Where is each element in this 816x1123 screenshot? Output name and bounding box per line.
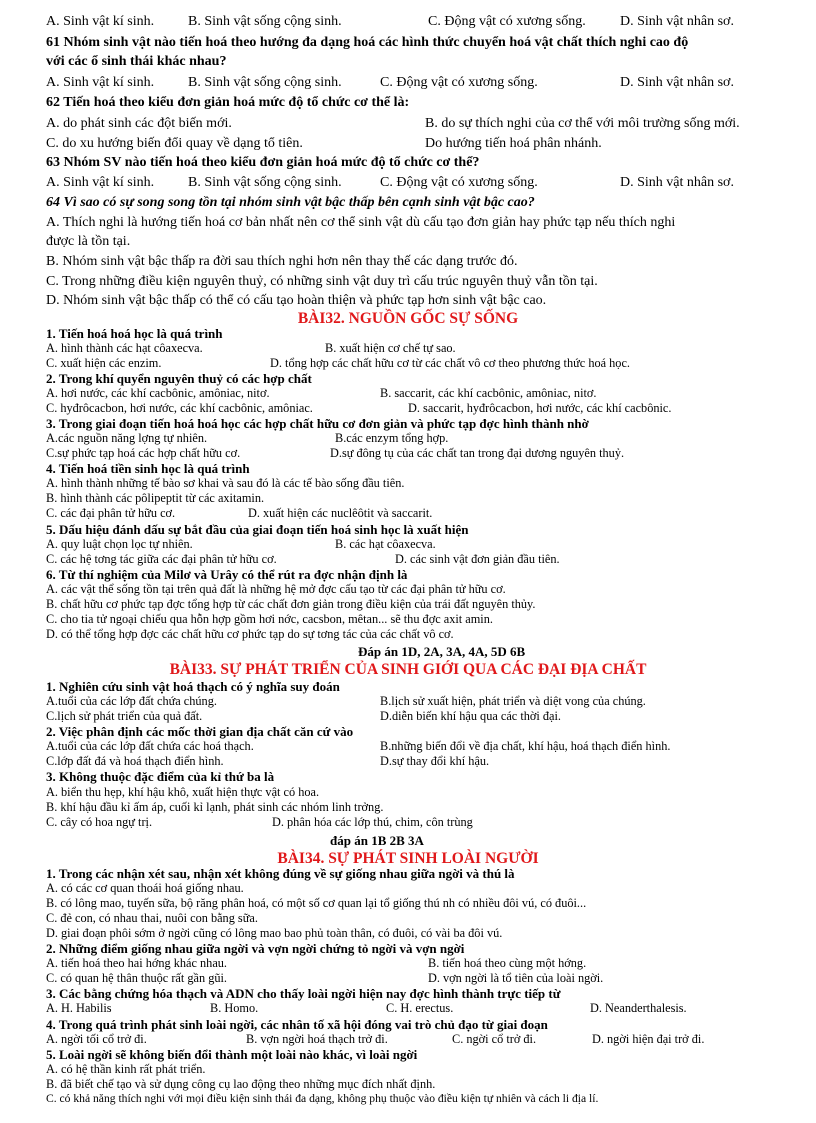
option-b: B. các hạt côaxecva. xyxy=(335,537,436,551)
option-b: B.những biến đổi về địa chất, khí hậu, hoá thạch điển hình. xyxy=(380,739,671,753)
option-c: C.lớp đất đá và hoá thạch điển hình. xyxy=(46,754,224,768)
option-d: D.diễn biến khí hậu qua các thời đại. xyxy=(380,709,561,723)
option-a: A. do phát sinh các đột biến mới. xyxy=(46,116,232,131)
option-a: A. biển thu hẹp, khí hậu khô, xuất hiện thực vật có hoa. xyxy=(46,785,320,799)
option-d: D. phân hóa các lớp thú, chim, côn trùng xyxy=(272,815,473,829)
option-a: A. hơi nước, các khí cacbônic, amôniac, nitơ. xyxy=(46,386,270,400)
option-a: A. Sinh vật kí sinh. xyxy=(46,75,155,90)
option-a: A.các nguồn năng lợng tự nhiên. xyxy=(46,431,208,445)
question-62: 62 Tiến hoá theo kiểu đơn giản hoá mức độ tổ chức cơ thể là: xyxy=(46,95,410,110)
option-b: B. hình thành các pôlipeptit từ các axitamin. xyxy=(46,491,265,505)
option-b: B. saccarit, các khí cacbônic, amôniac, nitơ. xyxy=(380,386,597,400)
option-a: A. có các cơ quan thoái hoá giống nhau. xyxy=(46,881,244,895)
question-61: 61 Nhóm sinh vật nào tiến hoá theo hướng đa dạng hoá các hình thức chuyển hoá vật chất thích nghi cao độ xyxy=(46,35,689,50)
option-a: A.tuổi của các lớp đất chứa các hoá thạch. xyxy=(46,739,254,753)
option-a: A. Thích nghi là hướng tiến hoá cơ bản nhất nên cơ thể sinh vật dù cấu tạo đơn giản hay phức tạp nếu thích nghi xyxy=(46,215,676,230)
option-b: B. tiến hoá theo cùng một hớng. xyxy=(428,956,587,970)
option-c: C. cho tia tử ngoại chiếu qua hỗn hợp gồm hơi nớc, cacsbon, mêtan... sẽ thu đợc axit amin. xyxy=(46,612,493,626)
question-1: 1. Tiến hoá hoá học là quá trình xyxy=(46,326,223,341)
question-3: 3. Các bằng chứng hóa thạch và ADN cho thấy loài ngời hiện nay đợc hình thành trực tiếp từ xyxy=(46,986,561,1001)
option-c: C. Động vật có xương sống. xyxy=(380,175,538,190)
option-a: A. ngời tối cổ trở đi. xyxy=(46,1032,147,1046)
option-b: B. khí hậu đầu kỉ ấm áp, cuối kỉ lạnh, phát sinh các nhóm linh trởng. xyxy=(46,800,384,814)
option-a: A. có hệ thần kinh rất phát triển. xyxy=(46,1062,206,1076)
option-a: A. Sinh vật kí sinh. xyxy=(46,14,155,29)
question-1: 1. Nghiên cứu sinh vật hoá thạch có ý nghĩa suy đoán xyxy=(46,679,340,694)
option-d: D. vợn ngời là tổ tiên của loài ngời. xyxy=(428,971,604,985)
option-b: B.các enzym tổng hợp. xyxy=(335,431,449,445)
option-b: B. Sinh vật sống cộng sinh. xyxy=(188,75,342,90)
option-b: B. đã biết chế tạo và sử dụng công cụ lao động theo những mục đích nhất định. xyxy=(46,1077,436,1091)
question-3: 3. Không thuộc đặc điểm của kỉ thứ ba là xyxy=(46,769,275,784)
option-c: C. các hệ tơng tác giữa các đại phân tử hữu cơ. xyxy=(46,552,277,566)
option-d: D.sự đông tụ của các chất tan trong đại dương nguyên thuỷ. xyxy=(330,446,625,460)
option-a: A.tuổi của các lớp đất chứa chúng. xyxy=(46,694,217,708)
question-61-cont: với các ổ sinh thái khác nhau? xyxy=(46,54,227,69)
option-b: B. Nhóm sinh vật bậc thấp ra đời sau thích nghi hơn nên thay thế các dạng trước đó. xyxy=(46,254,518,269)
option-c: C. H. erectus. xyxy=(386,1001,454,1015)
option-d: D. xuất hiện các nuclêôtit và saccarit. xyxy=(248,506,433,520)
answer-key: đáp án 1B 2B 3A xyxy=(330,833,424,848)
option-c: C.sự phức tạp hoá các hợp chất hữu cơ. xyxy=(46,446,241,460)
question-1: 1. Trong các nhận xét sau, nhận xét không đúng về sự giống nhau giữa ngời và thú là xyxy=(46,866,515,881)
option-d: D.sự thay đổi khí hậu. xyxy=(380,754,490,768)
option-d: D. có thể tổng hợp đợc các chất hữu cơ phức tạp do sự tơng tác của các chất vô cơ. xyxy=(46,627,454,641)
question-4: 4. Tiến hoá tiền sinh học là quá trình xyxy=(46,461,250,476)
option-c: C. Trong những điều kiện nguyên thuỷ, có những sinh vật duy trì cấu trúc nguyên thuỷ vẫn tồn tại. xyxy=(46,274,598,289)
section-title: BÀI34. SỰ PHÁT SINH LOÀI NGƯỜI xyxy=(277,850,539,867)
option-d: D. Sinh vật nhân sơ. xyxy=(620,75,734,90)
option-b: B.lịch sử xuất hiện, phát triển và diệt vong của chúng. xyxy=(380,694,646,708)
option-d: D. Sinh vật nhân sơ. xyxy=(620,175,734,190)
question-5: 5. Dấu hiệu đánh dấu sự bắt đầu của giai đoạn tiến hoá sinh học là xuất hiện xyxy=(46,522,469,537)
option-d: D. Sinh vật nhân sơ. xyxy=(620,14,734,29)
question-2: 2. Những điểm giống nhau giữa ngời và vợn ngời chứng tỏ ngời và vợn ngời xyxy=(46,941,465,956)
option-c: C. có quan hệ thân thuộc rất gần gũi. xyxy=(46,971,227,985)
option-d: D. các sinh vật đơn giản đầu tiên. xyxy=(395,552,560,566)
option-c: C. do xu hướng biến đổi quay về dạng tổ tiên. xyxy=(46,136,303,151)
option-a: A. hình thành các hạt côaxecva. xyxy=(46,341,203,355)
option-c: C. ngời cổ trở đi. xyxy=(452,1032,537,1046)
option-c: C. xuất hiện các enzim. xyxy=(46,356,162,370)
question-2: 2. Trong khí quyển nguyên thuỷ có các hợp chất xyxy=(46,371,312,386)
option-d: D. Neanderthalesis. xyxy=(590,1001,687,1015)
question-63: 63 Nhóm SV nào tiến hoá theo kiểu đơn giản hoá mức độ tổ chức cơ thể? xyxy=(46,155,480,170)
option-c: C. các đại phân tử hữu cơ. xyxy=(46,506,176,520)
option-c: C. cây có hoa ngự trị. xyxy=(46,815,153,829)
option-d: D. tổng hợp các chất hữu cơ từ các chất vô cơ theo phương thức hoá học. xyxy=(270,356,630,370)
question-4: 4. Trong quá trình phát sinh loài ngời, các nhân tố xã hội đóng vai trò chủ đạo từ giai đoạn xyxy=(46,1017,548,1032)
option-b: B. có lông mao, tuyến sữa, bộ răng phân hoá, có một số cơ quan lại tổ giống thú nh có nhiều đôi vú, có đuôi... xyxy=(46,896,587,910)
option-a: A. quy luật chọn lọc tự nhiên. xyxy=(46,537,193,551)
question-6: 6. Từ thí nghiệm của Milơ và Urây có thể rút ra đợc nhận định là xyxy=(46,567,408,582)
option-c: C.lịch sử phát triển của quả đất. xyxy=(46,709,203,723)
option-d: D. giai đoạn phôi sớm ở ngời cũng có lông mao bao phủ toàn thân, có đuôi, có vài ba đôi vú. xyxy=(46,926,503,940)
option-d: Do hướng tiến hoá phân nhánh. xyxy=(425,136,602,151)
option-b: B. Homo. xyxy=(210,1001,259,1015)
option-c: C. có khả năng thích nghi với mọi điều kiện sinh thái đa dạng, không phụ thuộc vào điều kiện tự nhiên và cách li địa lí. xyxy=(46,1092,599,1105)
option-c: C. Động vật có xương sống. xyxy=(380,75,538,90)
option-b: B. do sự thích nghi của cơ thể với môi trường sống mới. xyxy=(425,116,740,131)
option-d: D. ngời hiện đại trở đi. xyxy=(592,1032,705,1046)
option-a-cont: được là tồn tại. xyxy=(46,234,131,249)
question-5: 5. Loài ngời sẽ không biến đổi thành một loài nào khác, vì loài ngời xyxy=(46,1047,418,1062)
answer-key: Đáp án 1D, 2A, 3A, 4A, 5D 6B xyxy=(358,644,526,659)
option-b: B. Sinh vật sống cộng sinh. xyxy=(188,175,342,190)
option-c: C. Động vật có xương sống. xyxy=(428,14,586,29)
option-b: B. chất hữu cơ phức tạp đợc tổng hợp từ các chất đơn giản trong điều kiện của trái đất nguyên thủy. xyxy=(46,597,536,611)
question-3: 3. Trong giai đoạn tiến hoá hoá học các hợp chất hữu cơ đơn giản và phức tạp đợc hình thành nhờ xyxy=(46,416,589,431)
option-b: B. vợn ngời hoá thạch trở đi. xyxy=(246,1032,388,1046)
question-64: 64 Vì sao có sự song song tồn tại nhóm sinh vật bậc thấp bên cạnh sinh vật bậc cao? xyxy=(46,195,535,210)
option-c: C. đẻ con, có nhau thai, nuôi con bằng sữa. xyxy=(46,911,258,925)
option-b: B. Sinh vật sống cộng sinh. xyxy=(188,14,342,29)
option-c: C. hyđrôcacbon, hơi nước, các khí cacbônic, amôniac. xyxy=(46,401,313,415)
option-a: A. tiến hoá theo hai hớng khác nhau. xyxy=(46,956,228,970)
option-a: A. hình thành những tế bào sơ khai và sau đó là các tế bào sống đầu tiên. xyxy=(46,476,405,490)
option-d: D. saccarit, hyđrôcacbon, hơi nước, các khí cacbônic. xyxy=(408,401,672,415)
option-b: B. xuất hiện cơ chế tự sao. xyxy=(325,341,456,355)
option-a: A. các vật thể sống tồn tại trên quả đất là những hệ mở đợc cấu tạo từ các đại phân tử hữu cơ. xyxy=(46,582,506,596)
option-d: D. Nhóm sinh vật bậc thấp có thể có cấu tạo hoàn thiện và phức tạp hơn sinh vật bậc cao. xyxy=(46,293,547,308)
section-title: BÀI32. NGUỒN GỐC SỰ SỐNG xyxy=(297,310,519,327)
option-a: A. Sinh vật kí sinh. xyxy=(46,175,155,190)
section-title: BÀI33. SỰ PHÁT TRIỂN CỦA SINH GIỚI QUA CÁC ĐẠI ĐỊA CHẤT xyxy=(169,661,647,678)
option-a: A. H. Habilis xyxy=(46,1001,112,1015)
question-2: 2. Việc phân định các mốc thời gian địa chất căn cứ vào xyxy=(46,724,354,739)
